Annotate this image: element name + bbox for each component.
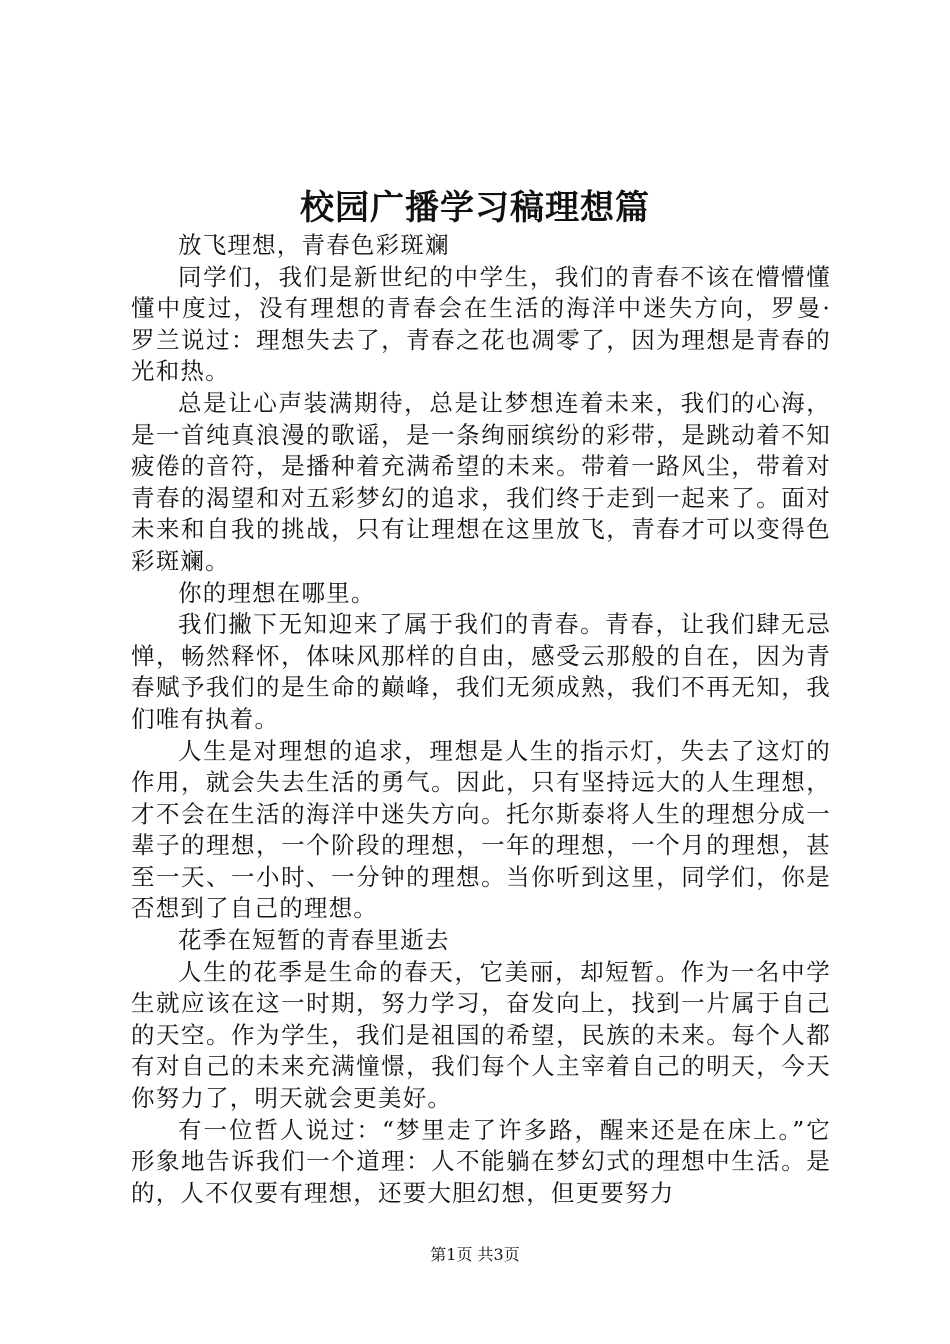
section-heading: 花季在短暂的青春里逝去 <box>178 926 450 955</box>
body-paragraph: 人生的花季是生命的春天，它美丽，却短暂。作为一名中学生就应该在这一时期，努力学习，奋发向上，找到一片属于自己的天空。作为学生，我们是祖国的希望，民族的未来。每个人都有对自己的未来充满憧憬，我们每个人主宰着自己的明天，今天你努力了，明天就会更美好。 <box>131 957 831 1113</box>
document-title: 校园广播学习稿理想篇 <box>300 188 650 228</box>
section-heading: 放飞理想，青春色彩斑斓 <box>178 231 450 259</box>
page-footer: 第1页 共3页 <box>430 1245 520 1264</box>
body-paragraph: 有一位哲人说过：“梦里走了许多路，醒来还是在床上。”它形象地告诉我们一个道理：人不能躺在梦幻式的理想中生活。是的，人不仅要有理想，还要大胆幻想，但更要努力 <box>131 1115 831 1207</box>
section-heading: 你的理想在哪里。 <box>178 578 376 607</box>
body-paragraph: 人生是对理想的追求，理想是人生的指示灯，失去了这灯的作用，就会失去生活的勇气。因此，只有坚持远大的人生理想，才不会在生活的海洋中迷失方向。托尔斯泰将人生的理想分成一辈子的理想，一个阶段的理想，一年的理想，一个月的理想，甚至一天、一小时、一分钟的理想。当你听到这里，同学们，你是否想到了自己的理想。 <box>131 736 831 923</box>
body-paragraph: 我们撇下无知迎来了属于我们的青春。青春，让我们肆无忌惮，畅然释怀，体味风那样的自由，感受云那般的自在，因为青春赋予我们的是生命的巅峰，我们无须成熟，我们不再无知，我们唯有执着。 <box>131 610 831 733</box>
body-paragraph: 总是让心声装满期待，总是让梦想连着未来，我们的心海，是一首纯真浪漫的歌谣，是一条绚丽缤纷的彩带，是跳动着不知疲倦的音符，是播种着充满希望的未来。带着一路风尘，带着对青春的渴望和对五彩梦幻的追求，我们终于走到一起来了。面对未来和自我的挑战，只有让理想在这里放飞，青春才可以变得色彩斑斓。 <box>131 388 831 575</box>
document-body <box>131 230 831 1209</box>
body-paragraph: 同学们，我们是新世纪的中学生，我们的青春不该在懵懵懂懂中度过，没有理想的青春会在生活的海洋中迷失方向，罗曼·罗兰说过：理想失去了，青春之花也凋零了，因为理想是青春的光和热。 <box>131 262 831 386</box>
